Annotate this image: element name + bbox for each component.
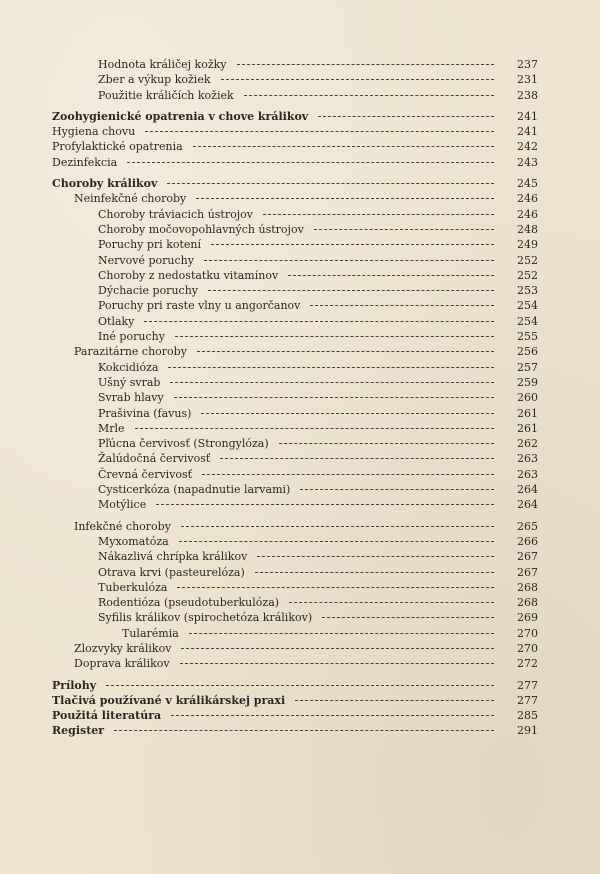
toc-entry-title: Zber a výkup kožiek	[98, 73, 211, 87]
toc-entry-title: Doprava králikov	[74, 657, 170, 671]
toc-entry-page-number: 270	[517, 626, 538, 640]
toc-entry	[52, 222, 538, 237]
toc-entry	[52, 88, 538, 103]
toc-entry-page-number: 256	[517, 345, 538, 359]
toc-entry-page-number: 266	[517, 534, 538, 548]
toc-entry	[52, 723, 538, 738]
toc-entry-page-number: 246	[517, 192, 538, 206]
dash-leader	[193, 146, 494, 147]
toc-entry	[52, 176, 538, 191]
toc-entry	[52, 678, 538, 693]
toc-entry-page-number: 259	[517, 375, 538, 389]
dash-leader	[314, 229, 494, 230]
dash-leader	[179, 541, 494, 542]
toc-entry-title: Tuberkulóza	[98, 580, 168, 594]
toc-entry	[52, 314, 538, 329]
toc-entry-page-number: 241	[517, 125, 538, 139]
toc-entry	[52, 191, 538, 206]
toc-entry-title: Prílohy	[52, 678, 97, 692]
toc-entry-title: Prašivina (favus)	[98, 406, 192, 420]
toc-entry	[52, 421, 538, 436]
toc-entry-page-number: 264	[517, 498, 538, 512]
dash-leader	[106, 685, 494, 686]
toc-entry-page-number: 238	[517, 88, 538, 102]
toc-entry-page-number: 262	[517, 437, 538, 451]
dash-leader	[171, 715, 494, 716]
toc-entry-title: Tularémia	[122, 626, 179, 640]
toc-entry-title: Nákazlivá chrípka králikov	[98, 550, 248, 564]
toc-entry-page-number: 246	[517, 207, 538, 221]
toc-entry-title: Choroby močovopohlavných ústrojov	[98, 222, 304, 236]
dash-leader	[211, 244, 494, 245]
toc-entry-title: Choroby tráviacich ústrojov	[98, 207, 253, 221]
toc-entry-title: Črevná červivosť	[98, 467, 193, 481]
toc-entry-title: Hodnota králičej kožky	[98, 58, 227, 71]
toc-entry	[52, 595, 538, 610]
toc-entry-title: Tlačivá používané v králikárskej praxi	[52, 693, 286, 707]
dash-leader	[175, 336, 494, 337]
toc-entry	[52, 610, 538, 625]
toc-entry-page-number: 264	[517, 483, 538, 497]
toc-entry-page-number: 261	[517, 421, 538, 435]
toc-entry-page-number: 265	[517, 519, 538, 533]
dash-leader	[220, 458, 494, 459]
toc-entry-page-number: 243	[517, 155, 538, 169]
toc-entry-title: Syfilis králikov (spirochetóza králikov)	[98, 611, 313, 625]
toc-entry	[52, 693, 538, 708]
dash-leader	[295, 700, 494, 701]
toc-entry	[52, 253, 538, 268]
dash-leader	[197, 351, 494, 352]
toc-entry-title: Profylaktické opatrenia	[52, 140, 183, 154]
toc-entry-page-number: 269	[517, 611, 538, 625]
toc-entry-page-number: 253	[517, 284, 538, 298]
toc-entry-page-number: 291	[517, 724, 538, 738]
toc-entry-page-number: 270	[517, 641, 538, 655]
toc-entry-title: Svrab hlavy	[98, 391, 164, 405]
toc-entry-page-number: 245	[517, 177, 538, 191]
toc-entry-page-number: 252	[517, 268, 538, 282]
toc-entry-page-number: 254	[517, 299, 538, 313]
toc-entry-title: Dezinfekcia	[52, 155, 118, 169]
toc-entry-page-number: 277	[517, 693, 538, 707]
dash-leader	[221, 79, 494, 80]
toc-entry	[52, 139, 538, 154]
dash-leader	[257, 556, 494, 557]
toc-entry-page-number: 267	[517, 565, 538, 579]
toc-entry	[52, 436, 538, 451]
dash-leader	[177, 587, 494, 588]
toc-entry-title: Zoohygienické opatrenia v chove králikov	[52, 109, 309, 123]
toc-entry	[52, 360, 538, 375]
toc-entry	[52, 482, 538, 497]
toc-entry-title: Cysticerkóza (napadnutie larvami)	[98, 483, 291, 497]
dash-leader	[174, 397, 494, 398]
dash-leader	[144, 321, 494, 322]
toc-entry	[52, 708, 538, 723]
dash-leader	[255, 572, 494, 573]
dash-leader	[127, 162, 494, 163]
dash-leader	[196, 198, 494, 199]
toc-entry-title: Hygiena chovu	[52, 125, 136, 139]
toc-entry-page-number: 277	[517, 678, 538, 692]
toc-entry-title: Register	[52, 724, 105, 738]
toc-entry	[52, 329, 538, 344]
toc-entry	[52, 519, 538, 534]
table-of-contents	[52, 57, 538, 739]
toc-entry	[52, 124, 538, 139]
dash-leader	[135, 428, 494, 429]
toc-entry-page-number: 257	[517, 360, 538, 374]
toc-entry	[52, 109, 538, 124]
toc-entry	[52, 497, 538, 512]
dash-leader	[114, 730, 494, 731]
toc-entry-page-number: 272	[517, 657, 538, 671]
toc-entry-page-number: 254	[517, 314, 538, 328]
toc-entry-title: Otrava krvi (pasteurelóza)	[98, 565, 245, 579]
toc-entry	[52, 549, 538, 564]
dash-leader	[279, 443, 494, 444]
toc-entry-page-number: 242	[517, 140, 538, 154]
toc-entry	[52, 580, 538, 595]
dash-leader	[237, 64, 494, 65]
toc-entry	[52, 626, 538, 641]
toc-entry-page-number: 268	[517, 580, 538, 594]
toc-entry-title: Parazitárne choroby	[74, 345, 187, 359]
toc-entry	[52, 268, 538, 283]
toc-entry-page-number: 231	[517, 73, 538, 87]
toc-entry	[52, 375, 538, 390]
dash-leader	[322, 617, 494, 618]
toc-entry-title: Zlozvyky králikov	[74, 641, 172, 655]
dash-leader	[181, 648, 494, 649]
dash-leader	[180, 663, 494, 664]
toc-entry-page-number: 263	[517, 467, 538, 481]
dash-leader	[201, 413, 494, 414]
toc-entry-page-number: 237	[517, 58, 538, 71]
dash-leader	[263, 214, 494, 215]
dash-leader	[170, 382, 494, 383]
toc-entry	[52, 451, 538, 466]
dash-leader	[189, 633, 494, 634]
toc-entry	[52, 155, 538, 170]
dash-leader	[208, 290, 494, 291]
toc-entry	[52, 641, 538, 656]
toc-entry-page-number: 267	[517, 550, 538, 564]
toc-entry-title: Mrle	[98, 421, 125, 435]
dash-leader	[168, 367, 494, 368]
toc-entry-page-number: 263	[517, 452, 538, 466]
toc-entry	[52, 344, 538, 359]
toc-entry	[52, 283, 538, 298]
toc-entry	[52, 390, 538, 405]
toc-entry-title: Žalúdočná červivosť	[98, 452, 211, 466]
toc-entry	[52, 467, 538, 482]
dash-leader	[244, 95, 494, 96]
toc-entry-title: Poruchy pri raste vlny u angorčanov	[98, 299, 301, 313]
dash-leader	[204, 260, 494, 261]
toc-entry-title: Myxomatóza	[98, 534, 169, 548]
dash-leader	[288, 275, 494, 276]
toc-entry-title: Otlaky	[98, 314, 135, 328]
toc-entry-page-number: 261	[517, 406, 538, 420]
toc-entry-title: Dýchacie poruchy	[98, 284, 198, 298]
toc-entry-page-number: 285	[517, 709, 538, 723]
toc-entry-page-number: 268	[517, 596, 538, 610]
toc-entry	[52, 534, 538, 549]
dash-leader	[145, 131, 494, 132]
dash-leader	[202, 474, 494, 475]
dash-leader	[318, 116, 494, 117]
toc-entry-page-number: 248	[517, 222, 538, 236]
dash-leader	[167, 183, 494, 184]
toc-entry-title: Neinfekčné choroby	[74, 192, 187, 206]
toc-entry-title: Nervové poruchy	[98, 253, 194, 267]
toc-entry-page-number: 241	[517, 109, 538, 123]
toc-entry-page-number: 260	[517, 391, 538, 405]
dash-leader	[156, 504, 494, 505]
toc-entry-title: Motýlice	[98, 498, 147, 512]
toc-entry-title: Rodentióza (pseudotuberkulóza)	[98, 596, 280, 610]
toc-entry-title: Kokcidióza	[98, 360, 159, 374]
dash-leader	[300, 489, 494, 490]
toc-entry-title: Pľúcna červivosť (Strongylóza)	[98, 437, 269, 451]
toc-entry-title: Použitie králičích kožiek	[98, 88, 234, 102]
toc-entry-title: Ušný svrab	[98, 375, 161, 389]
toc-entry	[52, 565, 538, 580]
toc-entry	[52, 656, 538, 671]
toc-entry	[52, 406, 538, 421]
toc-entry	[52, 237, 538, 252]
toc-entry	[52, 207, 538, 222]
dash-leader	[181, 526, 494, 527]
dash-leader	[289, 602, 494, 603]
toc-entry-title: Infekčné choroby	[74, 519, 171, 533]
toc-entry	[52, 298, 538, 313]
toc-entry-title: Choroby králikov	[52, 177, 158, 191]
toc-entry-title: Choroby z nedostatku vitamínov	[98, 268, 279, 282]
toc-entry-title: Iné poruchy	[98, 330, 165, 344]
toc-entry-title: Použitá literatúra	[52, 709, 162, 723]
toc-entry-page-number: 252	[517, 253, 538, 267]
toc-entry-page-number: 249	[517, 238, 538, 252]
toc-entry-title: Poruchy pri kotení	[98, 238, 202, 252]
toc-entry	[52, 57, 538, 72]
dash-leader	[310, 305, 494, 306]
toc-entry	[52, 72, 538, 87]
toc-entry-page-number: 255	[517, 330, 538, 344]
